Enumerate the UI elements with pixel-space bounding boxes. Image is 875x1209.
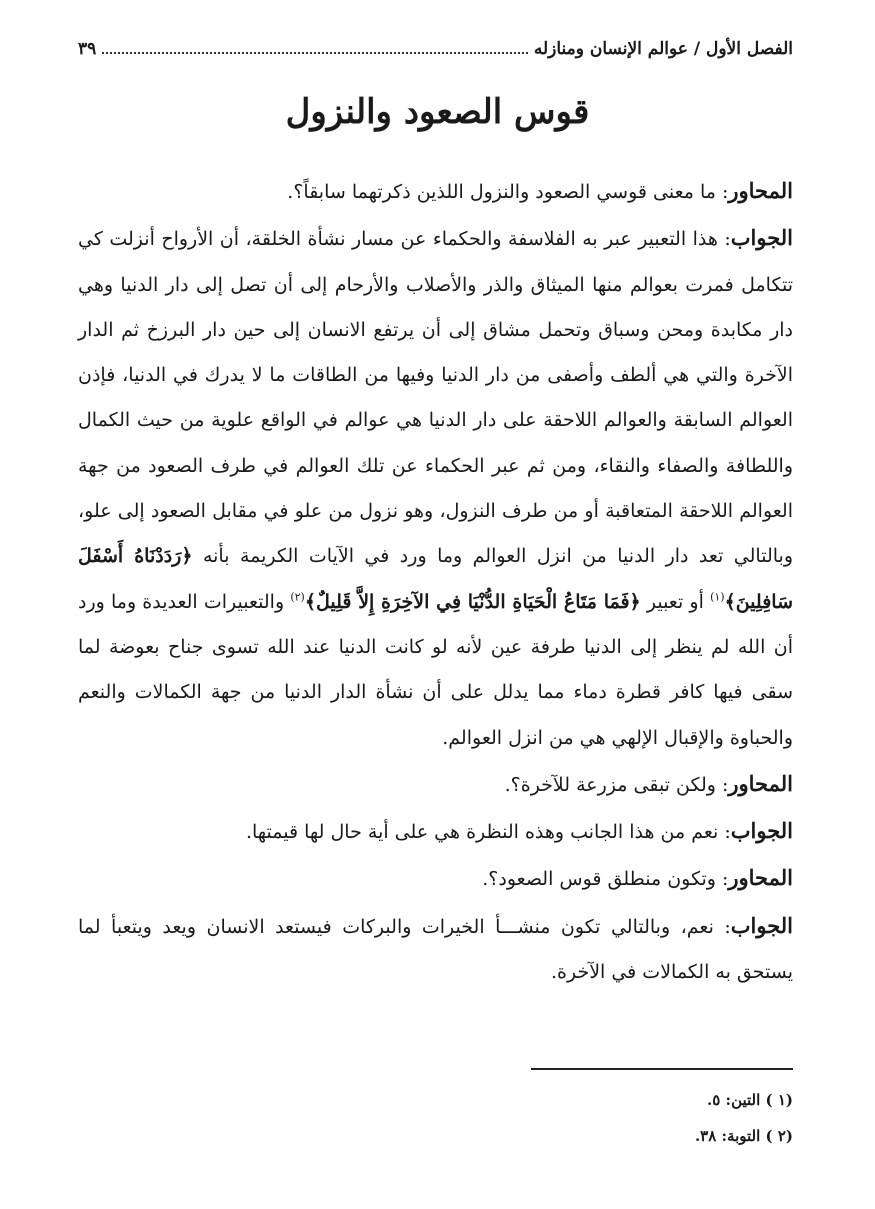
speaker-label: المحاور [728,178,793,203]
paragraph-text: : وتكون منطلق قوس الصعود؟. [482,868,729,891]
running-header [78,34,793,64]
footnote-ref[interactable]: (٢) [290,590,305,604]
answer-paragraph [78,808,793,855]
header-dot-leader [102,52,528,54]
paragraph-text: : ما معنى قوسي الصعود والنزول اللذين ذكرتهما سابقاً؟. [287,181,729,203]
dialogue-body [78,168,793,995]
footnote-item: (٢ ) التوبة: ٣٨. [694,1127,793,1145]
speaker-label: المحاور [728,865,793,891]
section-title: قوس الصعود والنزول [285,92,590,132]
speaker-label: الجواب [730,818,793,844]
question-paragraph [78,168,793,215]
paragraph-text: أو تعبير [640,590,711,613]
paragraph-text: والتعبيرات العديدة وما ورد أن الله لم ينظر إلى الدنيا طرفة عين لأنه لو كانت الدنيا عند الله تسوى جناح بعوضة لما سقى فيها كافر قطرة دماء مما يدلل على أن نشأة الدار الدنيا من جهة الكمالات والنعم والحباوة والإقبال الإلهي هي من انزل العوالم. [78,590,793,749]
answer-paragraph [78,215,793,761]
speaker-label: الجواب [730,912,793,938]
paragraph-text: : نعم، وبالتالي تكون منشـــأ الخيرات والبركات فيستعد الانسان ويعد ويتعبأ لما يستحق به الكمالات في الآخرة. [78,915,793,984]
paragraph-text: : نعم من هذا الجانب وهذه النظرة هي على أية حال لها قيمتها. [245,821,731,844]
paragraph-text: : ولكن تبقى مزرعة للآخرة؟. [504,773,729,796]
quran-quote: ﴿رَدَدْنَاهُ أَسْفَلَ سَافِلِينَ﴾ [78,545,793,613]
header-chapter-title: الفصل الأول / عوالم الإنسان ومنازله [533,39,793,59]
page-number: ٣٩ [78,39,97,59]
question-paragraph [78,855,793,902]
paragraph-text: : هذا التعبير عبر به الفلاسفة والحكماء عن مسار نشأة الخلقة، أن الأرواح أنزلت كي تتكامل فمرت بعوالم منها الميثاق والذر والأصلاب والأرحام إلى أن تصل إلى دار الدنيا وهي دار مكابدة ومحن وسباق وتحمل مشاق إلى أن يرتفع الانسان إلى حين دار البرزخ ثم الدار الآخرة والتي هي ألطف وأصفى من دار الدنيا وفيها من الطاقات ما لا يدرك في الدنيا، فإذن العوالم السابقة والعوالم اللاحقة على دار الدنيا هي عوالم في الواقع علوية من حيث الكمال واللطافة والصفاء والنقاء، ومن ثم عبر الحكماء عن تلك العوالم في طرف الصعود من جهة العوالم اللاحقة المتعاقبة أو من طرف النزول، وهو نزول من علو في مقابل الصعود إلى علو، وبالتالي تعد دار الدنيا من انزل العوالم وما ورد في الآيات الكريمة بأنه [78,228,793,568]
question-paragraph [78,761,793,808]
answer-paragraph [78,903,793,996]
footnote-item: (١ ) التين: ٥. [707,1091,793,1109]
footnotes [400,1082,793,1154]
footnote-divider [531,1068,793,1070]
speaker-label: المحاور [728,770,793,796]
footnote-ref[interactable]: (١) [710,590,725,604]
speaker-label: الجواب [730,225,793,251]
quran-quote: ﴿فَمَا مَتَاعُ الْحَيَاةِ الدُّنْيَا فِي الآخِرَةِ إِلاَّ قَلِيلٌ﴾ [304,590,641,613]
